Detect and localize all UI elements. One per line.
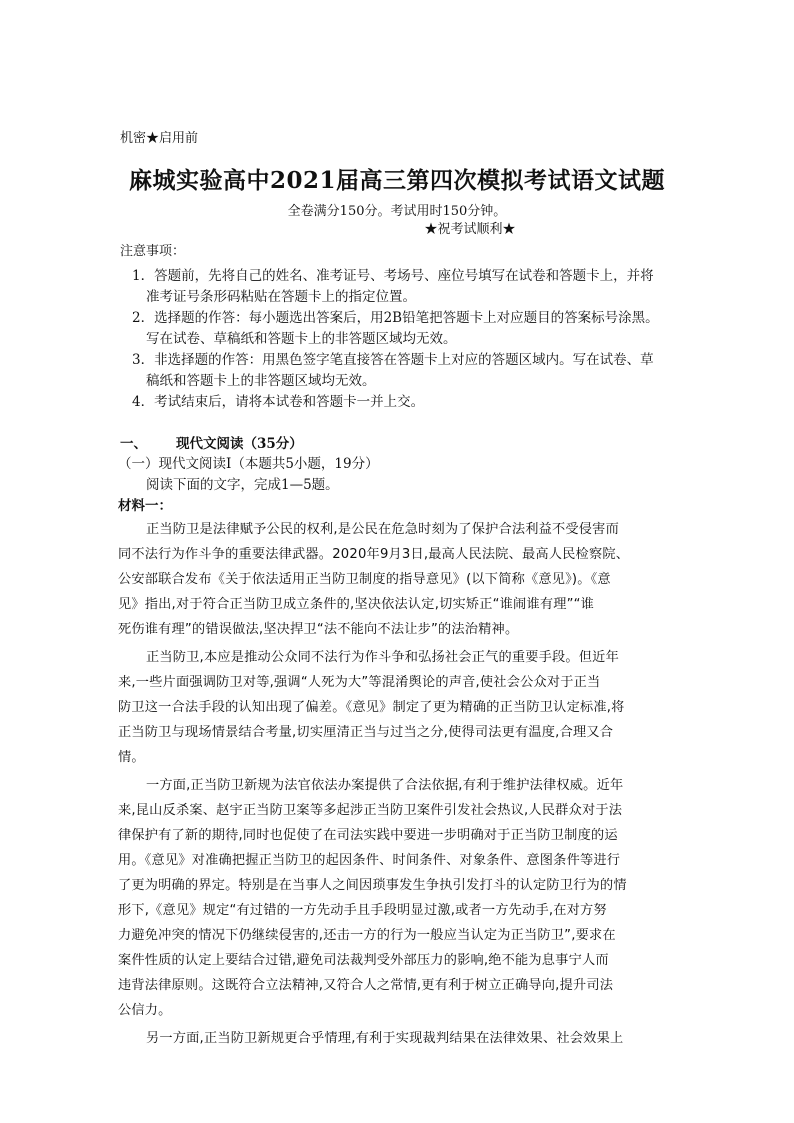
body-line: 案件性质的认定上要结合过错,避免司法裁判受外部压力的影响,绝不能为息事宁人而 xyxy=(118,953,609,968)
material-label: 材料一： xyxy=(118,498,172,514)
body-line: 律保护有了新的期待,同时也促使了在司法实践中要进一步明确对于正当防卫制度的运 xyxy=(118,828,618,843)
body-line: 同不法行为作斗争的重要法律武器。2020年9月3日,最高人民法院、最高人民检察院、 xyxy=(118,547,630,562)
body-line: 了更为明确的界定。特别是在当事人之间因琐事发生争执引发打斗的认定防卫行为的情 xyxy=(118,878,627,893)
body-line: 一方面,正当防卫新规为法官依法办案提供了合法依据,有利于维护法律权威。近年 xyxy=(146,778,624,793)
notice-line: 准考证号条形码粘贴在答题卡上的指定位置。 xyxy=(146,289,416,305)
exam-info: 全卷满分150分。考试用时150分钟。 xyxy=(287,204,507,219)
body-line: 防卫这一合法手段的认知出现了偏差。《意见》制定了更为精确的正当防卫认定标准,将 xyxy=(118,700,625,715)
body-line: 力避免冲突的情况下仍继续侵害的,还击一方的行为一般应当认定为正当防卫”,要求在 xyxy=(118,928,616,943)
body-line: 正当防卫与现场情景结合考量,切实厘清正当与过当之分,使得司法更有温度,合理又合 xyxy=(118,725,614,740)
notice-line: 1．答题前，先将自己的姓名、准考证号、考场号、座位号填写在试卷和答题卡上，并将 xyxy=(132,268,654,284)
instruction: 阅读下面的文字，完成1—5题。 xyxy=(146,477,339,493)
body-line: 正当防卫,本应是推动公众同不法行为作斗争和弘扬社会正气的重要手段。但近年 xyxy=(146,650,619,665)
section-number: 一、 xyxy=(120,436,147,452)
body-line: 正当防卫是法律赋予公民的权利,是公民在危急时刻为了保护合法利益不受侵害而 xyxy=(146,522,619,537)
body-line: 死伤谁有理”的错误做法,坚决捍卫“法不能向不法让步”的法治精神。 xyxy=(118,622,519,637)
body-line: 见》指出,对于符合正当防卫成立条件的,坚决依法认定,切实矫正“谁闹谁有理”“谁 xyxy=(118,597,595,612)
notice-line: 3．非选择题的作答：用黑色签字笔直接答在答题卡上对应的答题区域内。写在试卷、草 xyxy=(132,352,654,368)
sub-heading: （一）现代文阅读Ⅰ（本题共5小题，19分） xyxy=(118,456,379,472)
section-title: 现代文阅读（35分） xyxy=(176,436,303,452)
secret-label: 机密★启用前 xyxy=(120,131,199,146)
body-line: 公安部联合发布《关于依法适用正当防卫制度的指导意见》(以下简称《意见》)。《意 xyxy=(118,572,611,587)
page-title: 麻城实验高中2021届高三第四次模拟考试语文试题 xyxy=(128,167,665,194)
body-line: 公信力。 xyxy=(118,1003,172,1018)
notice-heading: 注意事项： xyxy=(120,244,186,259)
body-line: 来,一些片面强调防卫对等,强调“人死为大”等混淆舆论的声音,使社会公众对于正当 xyxy=(118,675,601,690)
notice-line: 4．考试结束后，请将本试卷和答题卡一并上交。 xyxy=(132,394,425,410)
body-line: 违背法律原则。这既符合立法精神,又符合人之常情,更有利于树立正确导向,提升司法 xyxy=(118,978,614,993)
wish-line: ★祝考试顺利★ xyxy=(424,222,516,237)
body-line: 另一方面,正当防卫新规更合乎情理,有利于实现裁判结果在法律效果、社会效果上 xyxy=(146,1031,624,1046)
body-line: 用。《意见》对准确把握正当防卫的起因条件、时间条件、对象条件、意图条件等进行 xyxy=(118,853,621,868)
body-line: 形下,《意见》规定“有过错的一方先动手且手段明显过激,或者一方先动手,在对方努 xyxy=(118,903,607,918)
body-line: 情。 xyxy=(118,750,145,765)
notice-line: 2．选择题的作答：每小题选出答案后，用2B铅笔把答题卡上对应题目的答案标号涂黑。 xyxy=(132,310,659,326)
notice-line: 稿纸和答题卡上的非答题区域均无效。 xyxy=(146,373,376,389)
body-line: 来,昆山反杀案、赵宇正当防卫案等多起涉正当防卫案件引发社会热议,人民群众对于法 xyxy=(118,803,623,818)
notice-line: 写在试卷、草稿纸和答题卡上的非答题区域均无效。 xyxy=(146,331,457,347)
